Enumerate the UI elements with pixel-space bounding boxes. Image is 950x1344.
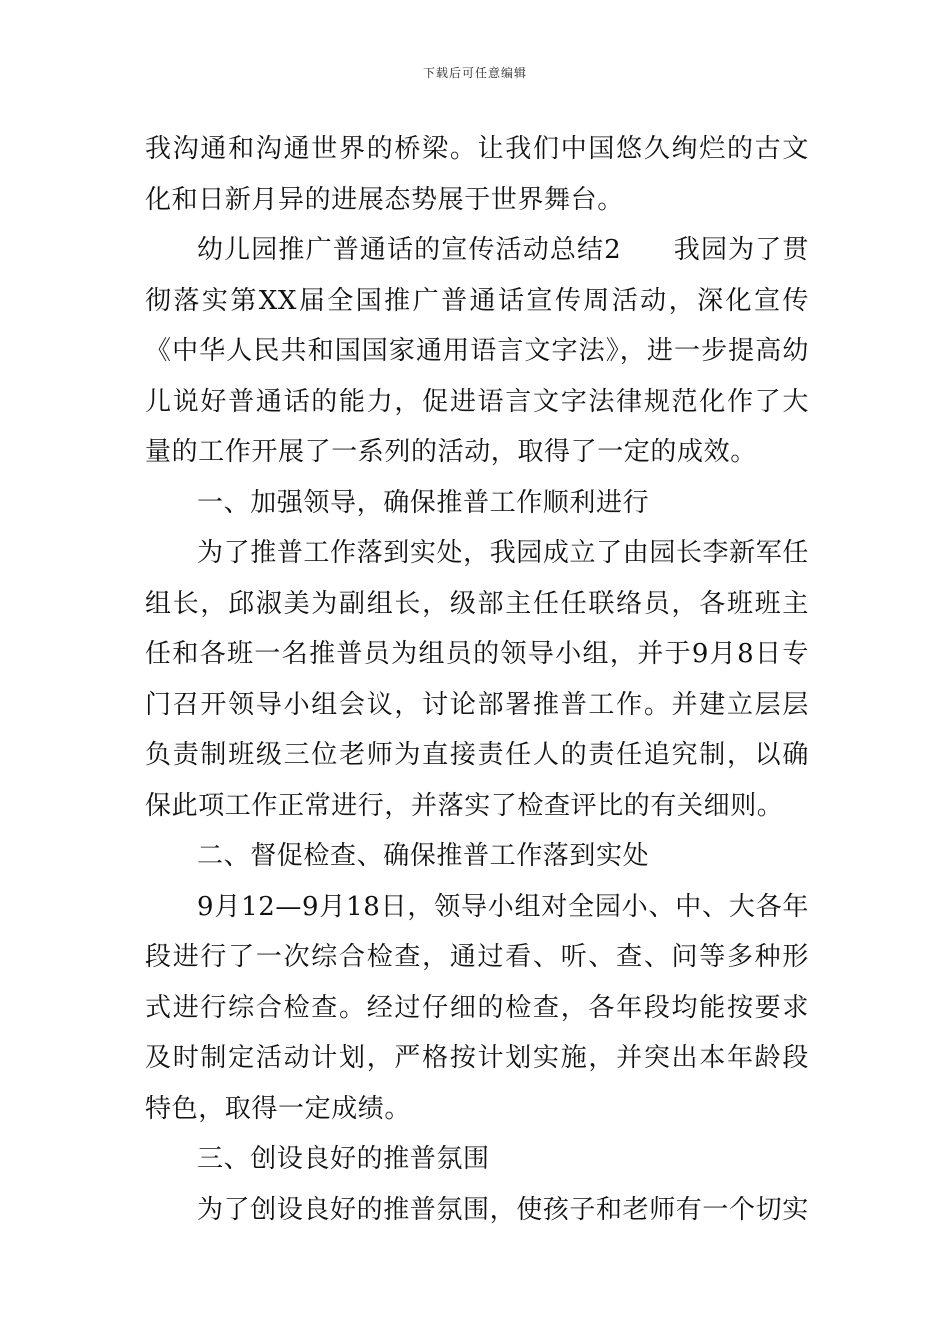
- page-header-note: 下载后可任意编辑: [422, 66, 527, 80]
- paragraph-section-3: 为了创设良好的推普氛围，使孩子和老师有一个切实: [197, 1194, 809, 1225]
- summary-title: 幼儿园推广普通话的宣传活动总结2: [197, 235, 622, 265]
- section-heading-3: 三、创设良好的推普氛围: [197, 1144, 490, 1174]
- paragraph-summary-intro: [145, 225, 809, 478]
- summary-intro-text: 我园为了贯彻落实第XX届全国推广普通话宣传周活动，深化宣传《中华人民共和国国家通用语言文字法》，进一步提高幼儿说好普通话的能力，促进语言文字法律规范化作了大量的工作开展了一系列的活动，取得了一定的成效。: [145, 235, 809, 467]
- section-heading-1: 一、加强领导，确保推普工作顺利进行: [197, 487, 650, 518]
- paragraph-section-1: 为了推普工作落到实处，我园成立了由园长李新军任组长，邱淑美为副组长，级部主任任联络员，各班班主任和各班一名推普员为组员的领导小组，并于9月8日专门召开领导小组会议，讨论部署推普工作。并建立层层负责制班级三位老师为直接责任人的责任追究制，以确保此项工作正常进行，并落实了检查评比的有关细则。: [145, 538, 809, 821]
- document-body: [145, 124, 809, 1235]
- paragraph-continuation: 我沟通和沟通世界的桥梁。让我们中国悠久绚烂的古文化和日新月异的进展态势展于世界舞台。: [145, 134, 809, 215]
- paragraph-section-2: 9月12—9月18日，领导小组对全园小、中、大各年段进行了一次综合检查，通过看、听、查、问等多种形式进行综合检查。经过仔细的检查，各年段均能按要求及时制定活动计划，严格按计划实施，并突出本年龄段特色，取得一定成绩。: [145, 891, 809, 1124]
- section-heading-2: 二、督促检查、确保推普工作落到实处: [197, 841, 650, 871]
